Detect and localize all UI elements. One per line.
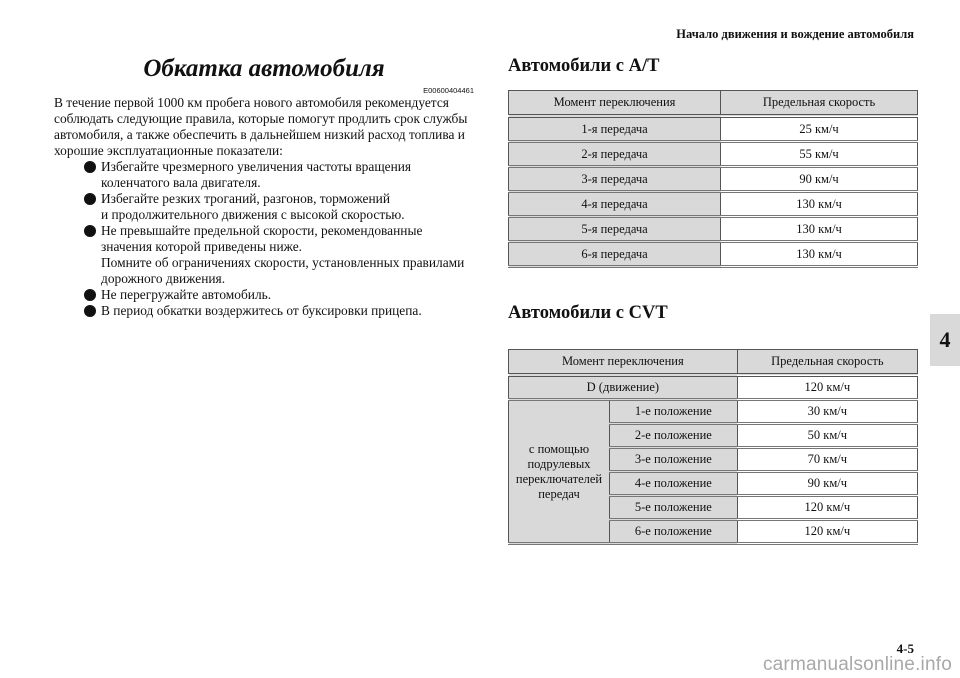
table-header-row — [509, 91, 918, 117]
at-speed-table — [508, 90, 918, 268]
watermark: carmanualsonline.info — [762, 654, 952, 675]
table-row — [509, 400, 918, 424]
chapter-tab-number: 4 — [939, 327, 951, 352]
column-header-speed: Предельная скорость — [721, 91, 918, 117]
rule-item: В период обкатки воздержитесь от буксировки прицепа. — [54, 303, 474, 319]
gear-cell: 6-я передача — [509, 242, 721, 267]
speed-limits-section — [508, 54, 918, 545]
bullet-icon — [84, 305, 96, 317]
bullet-icon — [84, 225, 96, 237]
speed-cell: 30 км/ч — [737, 400, 917, 424]
table-row — [509, 192, 918, 217]
speed-cell: 120 км/ч — [737, 520, 917, 544]
position-cell: 6-е положение — [610, 520, 738, 544]
gear-cell: 2-я передача — [509, 142, 721, 167]
speed-cell: 50 км/ч — [737, 424, 917, 448]
speed-cell: 130 км/ч — [721, 192, 918, 217]
page-number: 4-5 — [896, 641, 914, 656]
bullet-icon — [84, 161, 96, 173]
gear-cell: 5-я передача — [509, 217, 721, 242]
table-row — [509, 116, 918, 142]
column-header-speed: Предельная скорость — [737, 350, 917, 376]
position-cell: 4-е положение — [610, 472, 738, 496]
gear-cell: 4-я передача — [509, 192, 721, 217]
position-cell: 1-е положение — [610, 400, 738, 424]
speed-cell: 90 км/ч — [737, 472, 917, 496]
document-code: E00600404461 — [423, 86, 474, 95]
speed-cell: 70 км/ч — [737, 448, 917, 472]
gear-cell: 3-я передача — [509, 167, 721, 192]
speed-cell: 130 км/ч — [721, 217, 918, 242]
speed-cell: 90 км/ч — [721, 167, 918, 192]
rule-item: Избегайте резких троганий, разгонов, торможений и продолжительного движения с высокой скоростью. — [54, 191, 474, 223]
speed-cell: 130 км/ч — [721, 242, 918, 267]
bullet-icon — [84, 289, 96, 301]
bullet-icon — [84, 193, 96, 205]
break-in-section — [54, 54, 474, 319]
at-section-title: Автомобили с A/T — [508, 56, 660, 76]
rule-item: Не перегружайте автомобиль. — [54, 287, 474, 303]
break-in-title: Обкатка автомобиля — [143, 55, 385, 82]
rule-item: Избегайте чрезмерного увеличения частоты вращения коленчатого вала двигателя. — [54, 159, 474, 191]
chapter-header: Начало движения и вождение автомобиля — [676, 27, 914, 41]
gear-cell: 1-я передача — [509, 116, 721, 142]
column-header-shift: Момент переключения — [509, 91, 721, 117]
break-in-intro: В течение первой 1000 км пробега нового автомобиля рекомендуется соблюдать следующие правила, которые помогут продлить срок службы автомобиля, а также обеспечить в дальнейшем низкий расход топлива и хорошие эксплуатационные показатели: — [54, 95, 468, 158]
table-row — [509, 217, 918, 242]
cvt-section-title: Автомобили с CVT — [508, 303, 668, 323]
speed-cell: 55 км/ч — [721, 142, 918, 167]
cvt-speed-table — [508, 349, 918, 545]
speed-cell: 120 км/ч — [737, 496, 917, 520]
table-row — [509, 375, 918, 400]
table-row — [509, 167, 918, 192]
table-row — [509, 242, 918, 267]
chapter-tab — [930, 314, 960, 366]
rule-item: Не превышайте предельной скорости, рекомендованные значения которой приведены ниже. Помните об ограничениях скорости, установленных правилами дорожного движения. — [54, 223, 474, 287]
drive-mode-cell: D (движение) — [509, 375, 738, 400]
table-header-row — [509, 350, 918, 376]
speed-cell: 25 км/ч — [721, 116, 918, 142]
position-cell: 5-е положение — [610, 496, 738, 520]
table-row — [509, 142, 918, 167]
position-cell: 2-е положение — [610, 424, 738, 448]
position-cell: 3-е положение — [610, 448, 738, 472]
column-header-shift: Момент переключения — [509, 350, 738, 376]
speed-cell: 120 км/ч — [737, 375, 917, 400]
break-in-rules — [54, 159, 474, 319]
paddle-shifter-label: с помощью подрулевых переключателей передач — [509, 400, 610, 544]
